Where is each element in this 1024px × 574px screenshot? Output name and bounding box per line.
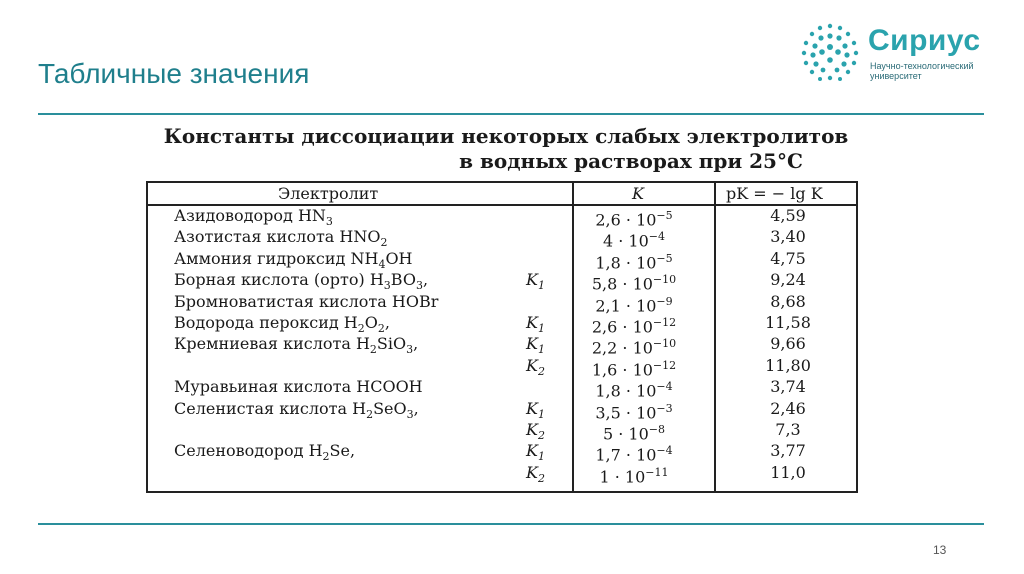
k-value: $2,1 \cdot 10^{-9}$ (595, 294, 673, 315)
electrolyte-name: Борная кислота (орто) $H_3BO_3$, (174, 270, 429, 293)
table-row (148, 291, 856, 315)
top-divider (38, 113, 984, 115)
dissociation-step: $K_1$ (526, 398, 545, 421)
k-value: $1 \cdot 10^{-11}$ (599, 465, 669, 487)
electrolyte-name: Азидоводород $HN_3$ (174, 206, 333, 229)
k-value: $2,6 \cdot 10^{-12}$ (591, 316, 677, 337)
header-electrolyte: Электролит (278, 184, 379, 203)
dissociation-step: $K_1$ (526, 270, 545, 293)
k-value: $4 \cdot 10^{-4}$ (602, 230, 665, 251)
dissociation-step: $K_1$ (526, 334, 545, 357)
table-row (148, 440, 856, 465)
dissociation-step: $K_2$ (526, 355, 545, 378)
dissociation-step: $K_2$ (526, 420, 545, 443)
dissociation-step: $K_2$ (526, 462, 545, 485)
pk-value: 3,77 (770, 441, 806, 461)
sirius-logo (800, 22, 1000, 86)
table-row (148, 269, 856, 294)
dissociation-step: $K_1$ (526, 441, 545, 464)
chemical-formula: $H_3BO_3$, (369, 270, 429, 293)
pk-value: 9,24 (770, 270, 806, 290)
k-value: $1,7 \cdot 10^{-4}$ (595, 444, 673, 465)
logo-name: Сириус (868, 24, 981, 57)
logo-dots-icon (800, 22, 860, 84)
chemical-formula: $HNO_2$ (339, 227, 388, 250)
pk-value: 7,3 (775, 420, 801, 439)
table-row (148, 226, 856, 251)
bottom-divider (38, 523, 984, 525)
k-value: $5 \cdot 10^{-8}$ (602, 423, 665, 444)
k-value: $3,5 \cdot 10^{-3}$ (595, 401, 673, 422)
k-value: $1,6 \cdot 10^{-12}$ (591, 358, 677, 380)
k-value: $2,2 \cdot 10^{-10}$ (591, 337, 677, 358)
pk-value: 2,46 (770, 398, 806, 418)
chemical-formula: HCOOH (356, 377, 423, 397)
pk-value: 8,68 (770, 291, 806, 311)
chemical-formula: $NH_4OH$ (350, 248, 413, 271)
dissociation-step: $K_1$ (526, 313, 545, 336)
electrolyte-name: Бромноватистая кислота HOBr (174, 291, 439, 311)
pk-value: 11,0 (770, 462, 806, 482)
table-title-line2: в водных растворах при 25°C (459, 149, 803, 173)
k-value: $2,6 \cdot 10^{-5}$ (595, 209, 673, 230)
electrolyte-name: Селеноводород $H_2Se$, (174, 441, 356, 464)
electrolyte-name: Аммония гидроксид $NH_4OH$ (174, 248, 413, 271)
chemical-formula: $H_2Se$, (308, 441, 356, 464)
table-row (148, 205, 856, 230)
pk-value: 11,80 (765, 355, 811, 375)
table-row (148, 419, 856, 444)
electrolyte-name: Селенистая кислота $H_2SeO_3$, (174, 398, 419, 421)
table-title-line1: Константы диссоциации некоторых слабых электролитов (163, 124, 849, 148)
table-row (148, 398, 856, 422)
chemical-formula: $H_2O_2$, (343, 313, 390, 336)
chemical-formula: $H_2SiO_3$, (355, 334, 419, 357)
pk-value: 4,75 (770, 248, 806, 268)
scanned-table-image (140, 118, 872, 508)
table-row (148, 376, 856, 401)
header-k: K (632, 184, 644, 203)
pk-value: 9,66 (770, 334, 806, 354)
page-number: 13 (933, 543, 947, 557)
k-value: $5,8 \cdot 10^{-10}$ (591, 273, 677, 294)
electrolyte-name: Водорода пероксид $H_2O_2$, (174, 313, 390, 336)
pk-value: 11,58 (765, 313, 811, 332)
pk-value: 3,74 (770, 377, 806, 397)
table-row (148, 333, 856, 358)
table-title (140, 124, 872, 174)
table-row (148, 462, 856, 487)
table-row (148, 312, 856, 337)
chemical-formula: HOBr (391, 291, 439, 311)
k-value: $1,8 \cdot 10^{-4}$ (595, 380, 673, 401)
header-pk: pK = − lg K (726, 184, 823, 203)
slide-title: Табличные значения (38, 58, 310, 89)
dissociation-table (146, 181, 858, 493)
logo-subtitle: Научно-технологический университет (870, 61, 974, 81)
electrolyte-name: Кремниевая кислота $H_2SiO_3$, (174, 334, 419, 357)
table-row (148, 248, 856, 273)
electrolyte-name: Муравьиная кислота HCOOH (174, 377, 423, 397)
pk-value: 4,59 (770, 206, 806, 225)
chemical-formula: $HN_3$ (297, 206, 333, 229)
table-row (148, 355, 856, 380)
k-value: $1,8 \cdot 10^{-5}$ (595, 251, 673, 273)
chemical-formula: $H_2SeO_3$, (352, 398, 419, 421)
pk-value: 3,40 (770, 227, 806, 247)
electrolyte-name: Азотистая кислота $HNO_2$ (174, 227, 388, 250)
